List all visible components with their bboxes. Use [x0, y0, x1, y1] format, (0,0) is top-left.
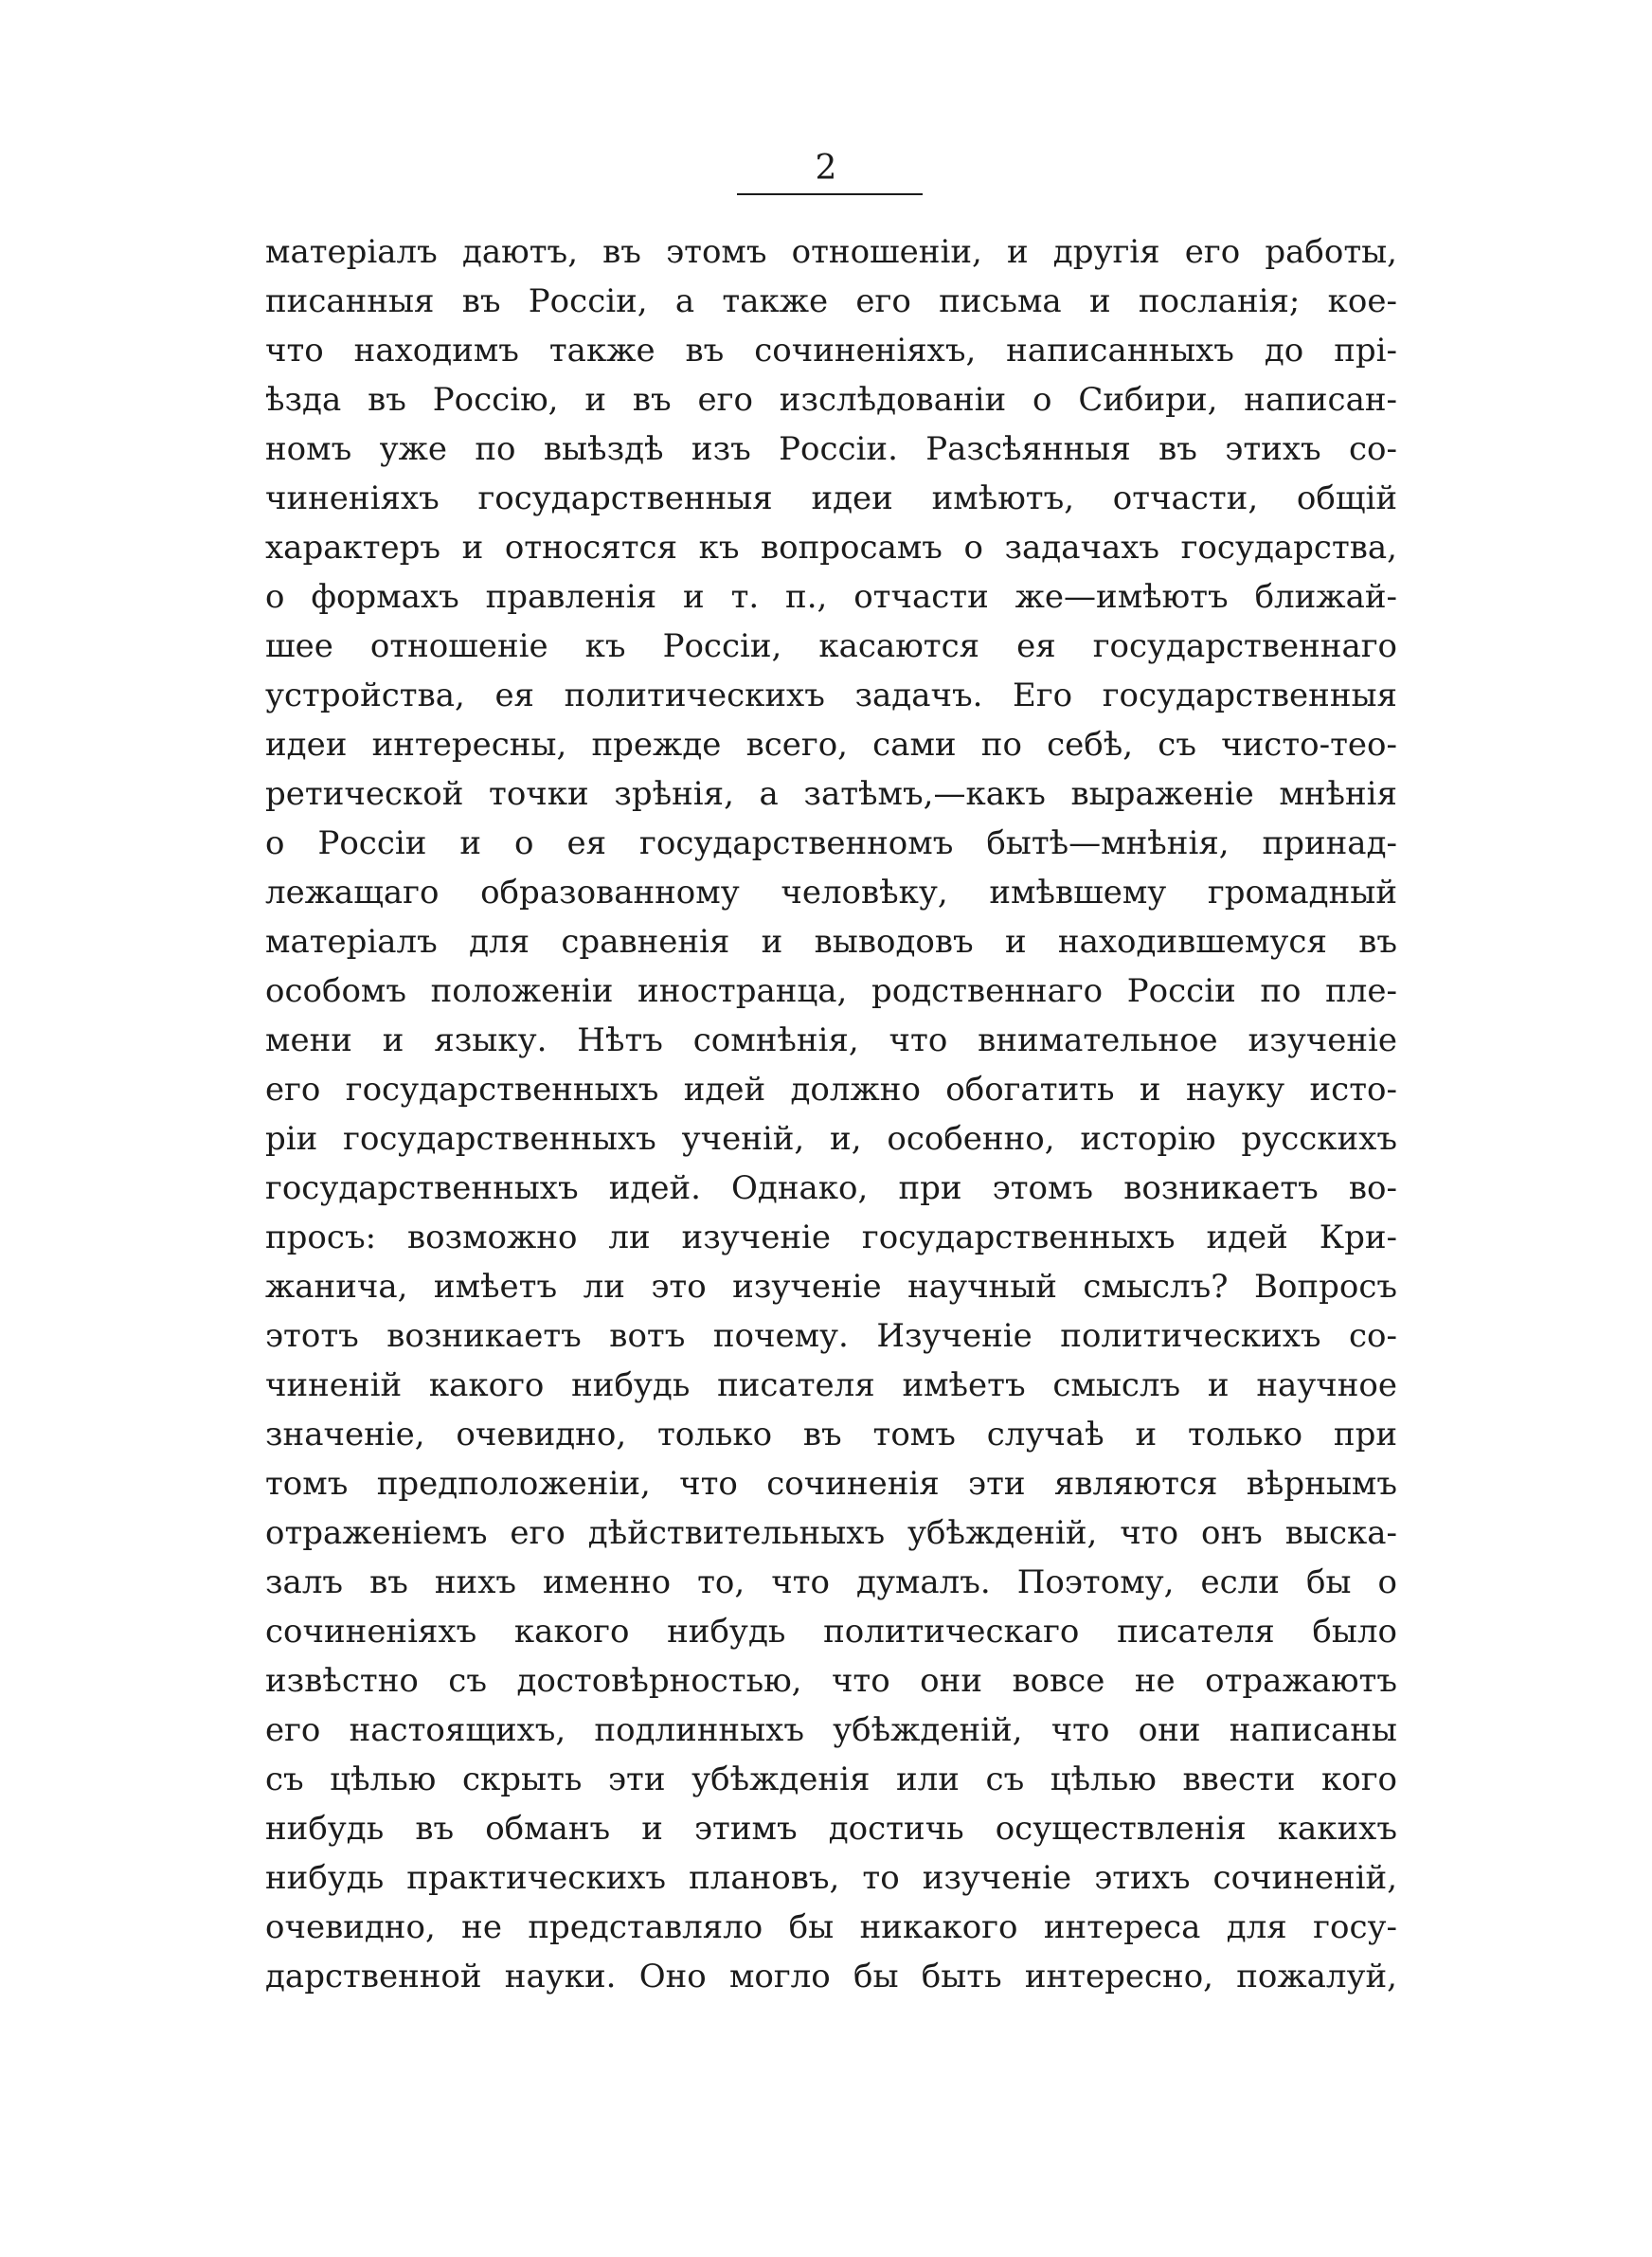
text-line: очевидно, не представляло бы никакого интереса для госу- — [265, 1908, 1397, 1946]
text-line: жанича, имѣетъ ли это изученіе научный смыслъ? Вопросъ — [265, 1268, 1397, 1306]
text-line: отраженіемъ его дѣйствительныхъ убѣжденій, что онъ выска- — [265, 1514, 1397, 1552]
text-line: значеніе, очевидно, только въ томъ случаѣ и только при — [265, 1416, 1397, 1454]
text-line: государственныхъ идей. Однако, при этомъ возникаетъ во- — [265, 1169, 1397, 1207]
text-line: этотъ возникаетъ вотъ почему. Изученіе политическихъ со- — [265, 1317, 1397, 1355]
body-text — [265, 227, 1397, 2001]
text-line: особомъ положеніи иностранца, родственнаго Россіи по пле- — [265, 972, 1397, 1010]
text-line: о Россіи и о ея государственномъ бытѣ—мнѣнія, принад- — [265, 824, 1397, 862]
text-line: ретической точки зрѣнія, а затѣмъ,—какъ выраженіе мнѣнія — [265, 775, 1397, 813]
text-line: просъ: возможно ли изученіе государственныхъ идей Кри- — [265, 1219, 1397, 1256]
text-line: о формахъ правленія и т. п., отчасти же—имѣютъ ближай- — [265, 578, 1397, 616]
text-line: его настоящихъ, подлинныхъ убѣжденій, что они написаны — [265, 1711, 1397, 1749]
text-line: матеріалъ даютъ, въ этомъ отношеніи, и другія его работы, — [265, 233, 1397, 271]
page-number: 2 — [815, 149, 837, 188]
text-line: съ цѣлью скрыть эти убѣжденія или съ цѣлью ввести кого — [265, 1760, 1397, 1798]
text-line: что находимъ также въ сочиненіяхъ, написанныхъ до прі- — [265, 332, 1397, 370]
text-line: лежащаго образованному человѣку, имѣвшему громадный — [265, 874, 1397, 912]
text-line: писанныя въ Россіи, а также его письма и посланія; кое- — [265, 282, 1397, 320]
text-line: сочиненіяхъ какого нибудь политическаго писателя было — [265, 1613, 1397, 1651]
text-line: нибудь практическихъ плановъ, то изученіе этихъ сочиненій, — [265, 1859, 1397, 1897]
text-line: матеріалъ для сравненія и выводовъ и находившемуся въ — [265, 923, 1397, 961]
text-line: шее отношеніе къ Россіи, касаются ея государственнаго — [265, 627, 1397, 665]
header-rule — [737, 193, 923, 195]
text-line: ріи государственныхъ ученій, и, особенно, исторію русскихъ — [265, 1120, 1397, 1158]
text-line: томъ предположеніи, что сочиненія эти являются вѣрнымъ — [265, 1465, 1397, 1503]
text-line: ѣзда въ Россію, и въ его изслѣдованіи о Сибири, написан- — [265, 381, 1397, 419]
text-line: чиненіяхъ государственныя идеи имѣютъ, отчасти, общій — [265, 479, 1397, 517]
text-line: устройства, ея политическихъ задачъ. Его государственныя — [265, 677, 1397, 714]
text-line: залъ въ нихъ именно то, что думалъ. Поэтому, если бы о — [265, 1563, 1397, 1601]
text-line: номъ уже по выѣздѣ изъ Россіи. Разсѣянныя въ этихъ со- — [265, 430, 1397, 468]
text-line: нибудь въ обманъ и этимъ достичь осуществленія какихъ — [265, 1810, 1397, 1848]
text-line: идеи интересны, прежде всего, сами по себѣ, съ чисто-тео- — [265, 726, 1397, 764]
text-line: чиненій какого нибудь писателя имѣетъ смыслъ и научное — [265, 1366, 1397, 1404]
text-line: мени и языку. Нѣтъ сомнѣнія, что внимательное изученіе — [265, 1021, 1397, 1059]
text-line: извѣстно съ достовѣрностью, что они вовсе не отражаютъ — [265, 1662, 1397, 1700]
text-line: его государственныхъ идей должно обогатить и науку исто- — [265, 1071, 1397, 1109]
text-line: характеръ и относятся къ вопросамъ о задачахъ государства, — [265, 529, 1397, 567]
text-line: дарственной науки. Оно могло бы быть интересно, пожалуй, — [265, 1958, 1397, 1995]
